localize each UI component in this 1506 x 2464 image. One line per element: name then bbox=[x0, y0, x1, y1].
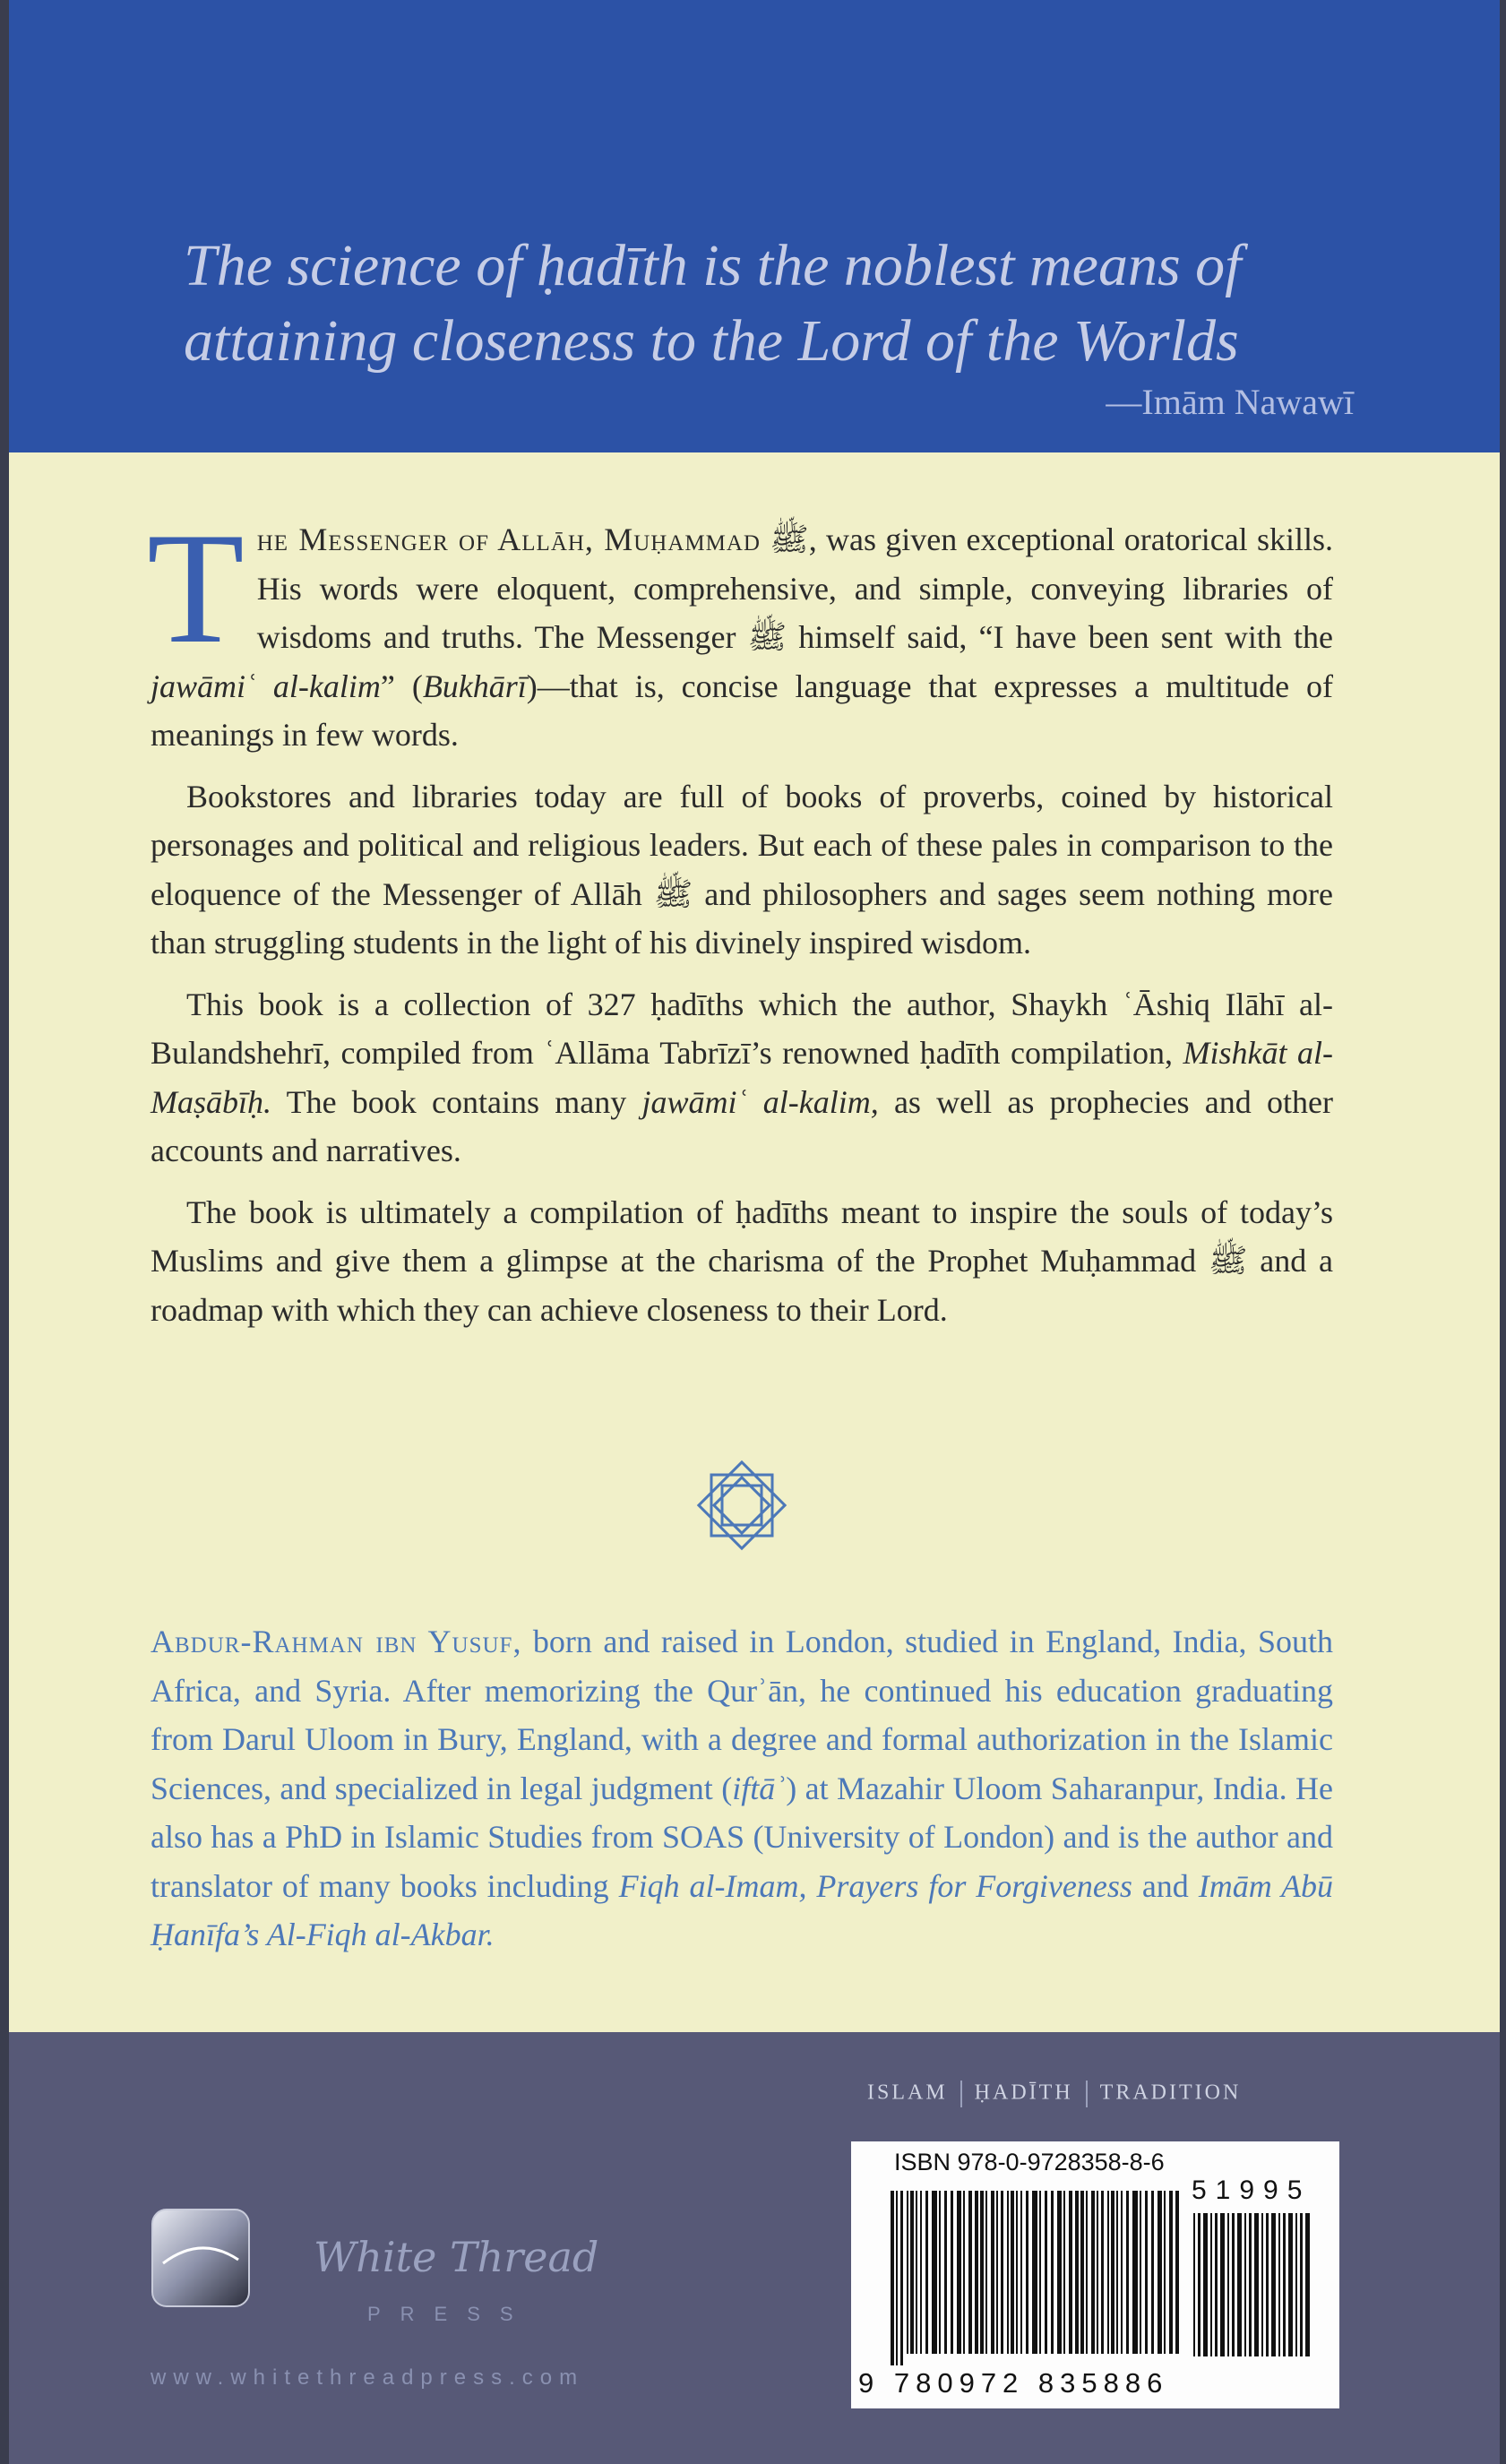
barcode-bar bbox=[1164, 2191, 1166, 2354]
barcode-bar bbox=[1145, 2191, 1148, 2354]
barcode-bar bbox=[900, 2191, 903, 2365]
author-bio: Abdur-Rahman ibn Yusuf, born and raised in London, studied in England, India, South Africa, and Syria. After memorizing the Qurʾān, he continued his education graduating from Darul Uloom in Bury, England, with a degree and formal authorization in the Islamic Sciences, and specialized in legal judgment (iftāʾ) at Mazahir Uloom Saharanpur, India. He also has a PhD in Islamic Studies from SOAS (University of London) and is the author and translator of many books including Fiqh al-Imam, Prayers for Forgiveness and Imām Abū Ḥanīfa’s Al-Fiqh al-Akbar. bbox=[151, 1624, 1333, 1952]
barcode-addon-bar bbox=[1305, 2213, 1310, 2356]
category-label: TRADITION bbox=[1099, 2081, 1242, 2105]
quote-line-1: The science of ḥadīth is the noblest means of bbox=[184, 233, 1242, 298]
barcode-bar bbox=[1086, 2191, 1088, 2354]
barcode-addon-bar bbox=[1193, 2213, 1195, 2356]
paragraph-3: This book is a collection of 327 ḥadīths which the author, Shaykh ʿĀshiq Ilāhī al-Bulandshehrī, compiled from ʿAllāma Tabrīzī’s renowned ḥadīth compilation, Mishkāt al-Maṣābīḥ. The book contains many jawāmiʿ al-kalim, as well as prophecies and other accounts and narratives. bbox=[151, 986, 1333, 1168]
barcode-bar bbox=[916, 2191, 917, 2354]
quote-line-2: attaining closeness to the Lord of the Worlds bbox=[184, 308, 1239, 374]
barcode-bars bbox=[891, 2182, 1312, 2365]
barcode-bar bbox=[910, 2191, 914, 2354]
barcode-bar bbox=[975, 2191, 978, 2354]
barcode-addon-bar bbox=[1261, 2213, 1263, 2356]
barcode-bar bbox=[907, 2191, 908, 2354]
barcode-addon-bar bbox=[1227, 2213, 1229, 2356]
barcode-bar bbox=[1011, 2191, 1014, 2354]
barcode-addon-bar bbox=[1288, 2213, 1293, 2356]
barcode-bar bbox=[963, 2191, 965, 2354]
barcode-bar bbox=[896, 2191, 898, 2365]
publisher-website: www.whitethreadpress.com bbox=[151, 2365, 585, 2390]
barcode-addon-bar bbox=[1215, 2213, 1218, 2356]
star-ornament-icon bbox=[688, 1452, 796, 1559]
barcode-bar bbox=[991, 2191, 994, 2354]
barcode-bar bbox=[985, 2191, 987, 2354]
barcode-bar bbox=[1001, 2191, 1003, 2354]
barcode-bar bbox=[1091, 2191, 1095, 2354]
barcode-addon-bar bbox=[1220, 2213, 1225, 2356]
barcode-bar bbox=[1126, 2191, 1129, 2354]
barcode-bar bbox=[1080, 2191, 1084, 2354]
barcode-addon-bar bbox=[1203, 2213, 1208, 2356]
subject-categories bbox=[867, 2081, 1241, 2107]
barcode-bar bbox=[1069, 2191, 1072, 2354]
barcode-bar bbox=[1169, 2191, 1173, 2354]
barcode-addon-bar bbox=[1237, 2213, 1242, 2356]
barcode-digits: 9 780972 835886 bbox=[858, 2367, 1169, 2399]
barcode-bar bbox=[891, 2191, 894, 2365]
barcode-addon-bar bbox=[1278, 2213, 1280, 2356]
drop-cap: T bbox=[147, 499, 245, 676]
barcode-bar bbox=[1175, 2191, 1179, 2354]
barcode-bar bbox=[1111, 2191, 1114, 2354]
barcode-bar bbox=[1107, 2191, 1109, 2354]
barcode-addon-bar bbox=[1210, 2213, 1212, 2356]
barcode-bar bbox=[968, 2191, 972, 2354]
barcode-bar bbox=[1157, 2191, 1162, 2354]
publisher-logo-icon bbox=[151, 2208, 251, 2308]
barcode-addon-bar bbox=[1254, 2213, 1259, 2356]
barcode-bar bbox=[1121, 2191, 1123, 2354]
barcode-bar bbox=[1116, 2191, 1118, 2354]
barcode-addon-bar bbox=[1283, 2213, 1286, 2356]
publisher-press-label: PRESS bbox=[367, 2303, 533, 2325]
barcode-bar bbox=[951, 2191, 953, 2354]
barcode-addon-bar bbox=[1232, 2213, 1235, 2356]
barcode-bar bbox=[1020, 2191, 1022, 2354]
isbn-number: ISBN 978-0-9728358-8-6 bbox=[894, 2149, 1165, 2175]
barcode-bar bbox=[1101, 2191, 1104, 2354]
barcode-bar bbox=[1016, 2191, 1018, 2354]
barcode-bar bbox=[980, 2191, 984, 2354]
paragraph-4: The book is ultimately a compilation of ḥadīths meant to inspire the souls of today’s Muslims and give them a glimpse at the charisma of the Prophet Muḥammad ﷺ and a roadmap with which they can achieve closeness to their Lord. bbox=[151, 1193, 1333, 1328]
barcode-addon-bar bbox=[1249, 2213, 1252, 2356]
barcode-bar bbox=[920, 2191, 922, 2354]
paragraph-2: Bookstores and libraries today are full of books of proverbs, coined by historical personages and political and religious leaders. But each of these pales in comparison to the eloquence of the Messenger of Allāh ﷺ and philosophers and sages seem nothing more than struggling students in the light of his divinely inspired wisdom. bbox=[151, 778, 1333, 961]
barcode-bar bbox=[932, 2191, 937, 2354]
barcode-addon-bar bbox=[1198, 2213, 1200, 2356]
barcode-bar bbox=[1026, 2191, 1028, 2354]
barcode-bar bbox=[1051, 2191, 1054, 2354]
category-divider bbox=[1086, 2081, 1088, 2107]
barcode-bar bbox=[944, 2191, 947, 2354]
barcode-bar bbox=[1007, 2191, 1009, 2354]
quote-attribution: —Imām Nawawī bbox=[1106, 382, 1354, 422]
price-code: 51995 bbox=[1192, 2175, 1312, 2205]
barcode-addon-bar bbox=[1295, 2213, 1297, 2356]
barcode-bar bbox=[939, 2191, 941, 2354]
category-label: ḤADĪTH bbox=[974, 2081, 1073, 2105]
barcode-bar bbox=[1075, 2191, 1079, 2354]
barcode-bar bbox=[925, 2191, 928, 2354]
barcode-bar bbox=[1032, 2191, 1037, 2354]
barcode-bar bbox=[996, 2191, 998, 2354]
category-label: ISLAM bbox=[867, 2081, 948, 2105]
publisher-name: White Thread bbox=[314, 2233, 599, 2281]
book-description bbox=[147, 499, 1334, 1347]
barcode-bar bbox=[957, 2191, 961, 2354]
barcode-bar bbox=[1045, 2191, 1047, 2354]
category-divider bbox=[960, 2081, 962, 2107]
barcode-addon-bar bbox=[1244, 2213, 1246, 2356]
isbn-barcode bbox=[851, 2141, 1339, 2408]
barcode-bar bbox=[1151, 2191, 1154, 2354]
barcode-bar bbox=[1140, 2191, 1141, 2354]
barcode-bar bbox=[1132, 2191, 1138, 2354]
barcode-addon-bar bbox=[1271, 2213, 1276, 2356]
barcode-addon-bar bbox=[1300, 2213, 1303, 2356]
barcode-addon-bar bbox=[1266, 2213, 1269, 2356]
barcode-bar bbox=[1063, 2191, 1065, 2354]
barcode-bar bbox=[1097, 2191, 1098, 2354]
epigraph-quote bbox=[184, 228, 1348, 379]
author-name: Abdur-Rahman ibn Yusuf, bbox=[151, 1624, 522, 1659]
barcode-bar bbox=[1057, 2191, 1062, 2354]
barcode-bar bbox=[1039, 2191, 1041, 2354]
paragraph-1: The Messenger of Allāh, Muḥammad ﷺ, was given exceptional oratorical skills. His words were eloquent, comprehensive, and simple, conveying libraries of wisdoms and truths. The Messenger ﷺ himself said, “I have been sent with the jawāmiʿ al-kalim” (Bukhārī)—that is, concise language that expresses a multitude of meanings in few words. bbox=[147, 499, 1334, 753]
